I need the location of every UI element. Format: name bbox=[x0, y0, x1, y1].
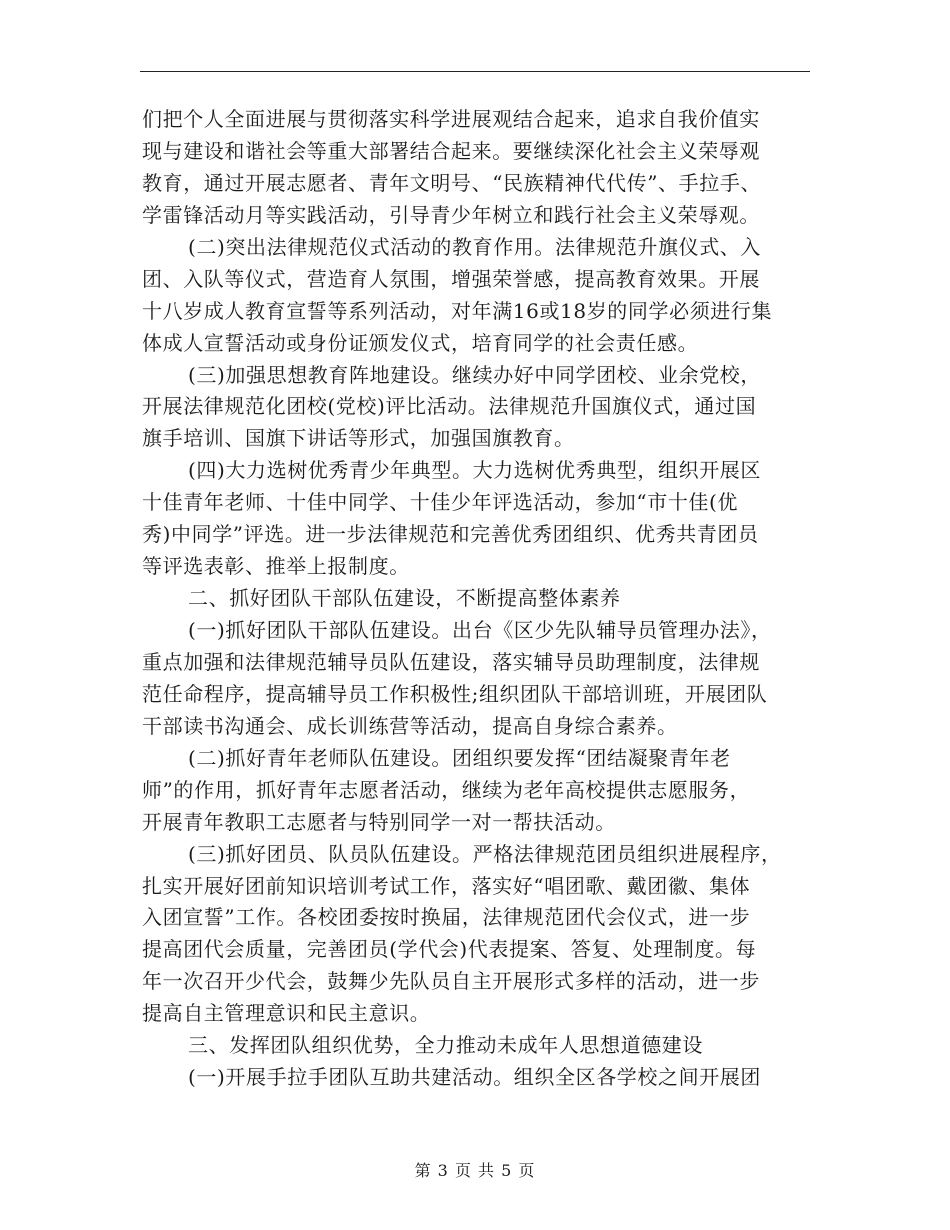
text-line: 入团宣誓”工作。各校团委按时换届，法律规范团代会仪式，进一步 bbox=[142, 905, 751, 930]
text-line: 等评选表彰、推举上报制度。 bbox=[142, 554, 410, 579]
text-line: 旗手培训、国旗下讲话等形式，加强国旗教育。 bbox=[142, 426, 575, 451]
text-line: 秀)中同学”评选。进一步法律规范和完善优秀团组织、优秀共青团员 bbox=[142, 522, 759, 547]
text-line: 十佳青年老师、十佳中同学、十佳少年评选活动，参加“市十佳(优 bbox=[142, 490, 739, 515]
text-line: 开展法律规范化团校(党校)评比活动。法律规范升国旗仪式，通过国 bbox=[142, 394, 757, 419]
text-line: 们把个人全面进展与贯彻落实科学进展观结合起来，追求自我价值实 bbox=[142, 107, 760, 131]
text-line: 提高团代会质量，完善团员(学代会)代表提案、答复、处理制度。每 bbox=[142, 937, 757, 962]
text-line: 重点加强和法律规范辅导员队伍建设，落实辅导员助理制度，法律规 bbox=[142, 649, 760, 674]
text-line: 干部读书沟通会、成长训练营等活动，提高自身综合素养。 bbox=[142, 713, 678, 738]
text-line: 现与建设和谐社会等重大部署结合起来。要继续深化社会主义荣辱观 bbox=[142, 138, 760, 163]
text-line: 年一次召开少代会，鼓舞少先队员自主开展形式多样的活动，进一步 bbox=[142, 969, 760, 994]
text-line: 十八岁成人教育宣誓等系列活动，对年满16或18岁的同学必须进行集 bbox=[142, 298, 773, 323]
text-line: 二、抓好团队干部队伍建设，不断提高整体素养 bbox=[188, 586, 621, 611]
text-line: 学雷锋活动月等实践活动，引导青少年树立和践行社会主义荣辱观。 bbox=[142, 202, 760, 227]
page-number-footer: 第 3 页 共 5 页 bbox=[414, 1161, 536, 1180]
text-line: 扎实开展好团前知识培训考试工作，落实好“唱团歌、戴团徽、集体 bbox=[142, 873, 751, 898]
document-body bbox=[142, 104, 810, 1094]
text-line: (二)突出法律规范仪式活动的教育作用。法律规范升旗仪式、入 bbox=[188, 234, 762, 259]
text-line: (四)大力选树优秀青少年典型。大力选树优秀典型，组织开展区 bbox=[188, 458, 762, 483]
text-line: (二)抓好青年老师队伍建设。团组织要发挥“团结凝聚青年老 bbox=[188, 745, 731, 770]
header-rule bbox=[140, 71, 810, 72]
text-line: 三、发挥团队组织优势，全力推动未成年人思想道德建设 bbox=[188, 1033, 703, 1058]
text-line: (一)抓好团队干部队伍建设。出台《区少先队辅导员管理办法》， bbox=[188, 618, 772, 642]
text-line: 师”的作用，抓好青年志愿者活动，继续为老年高校提供志愿服务， bbox=[142, 777, 751, 802]
text-line: 团、入队等仪式，营造育人氛围，增强荣誉感，提高教育效果。开展 bbox=[142, 266, 760, 291]
text-line: 教育，通过开展志愿者、青年文明号、“民族精神代代传”、手拉手、 bbox=[142, 170, 762, 195]
text-line: (三)加强思想教育阵地建设。继续办好中同学团校、业余党校， bbox=[188, 362, 762, 387]
text-line: 提高自主管理意识和民主意识。 bbox=[142, 1001, 431, 1026]
text-line: 范任命程序，提高辅导员工作积极性;组织团队干部培训班，开展团队 bbox=[142, 681, 768, 706]
text-line: 开展青年教职工志愿者与特别同学一对一帮扶活动。 bbox=[142, 809, 616, 834]
text-line: 体成人宣誓活动或身份证颁发仪式，培育同学的社会责任感。 bbox=[142, 330, 699, 355]
text-line: (一)开展手拉手团队互助共建活动。组织全区各学校之间开展团 bbox=[188, 1065, 762, 1090]
text-line: (三)抓好团员、队员队伍建设。严格法律规范团员组织进展程序， bbox=[188, 841, 782, 866]
